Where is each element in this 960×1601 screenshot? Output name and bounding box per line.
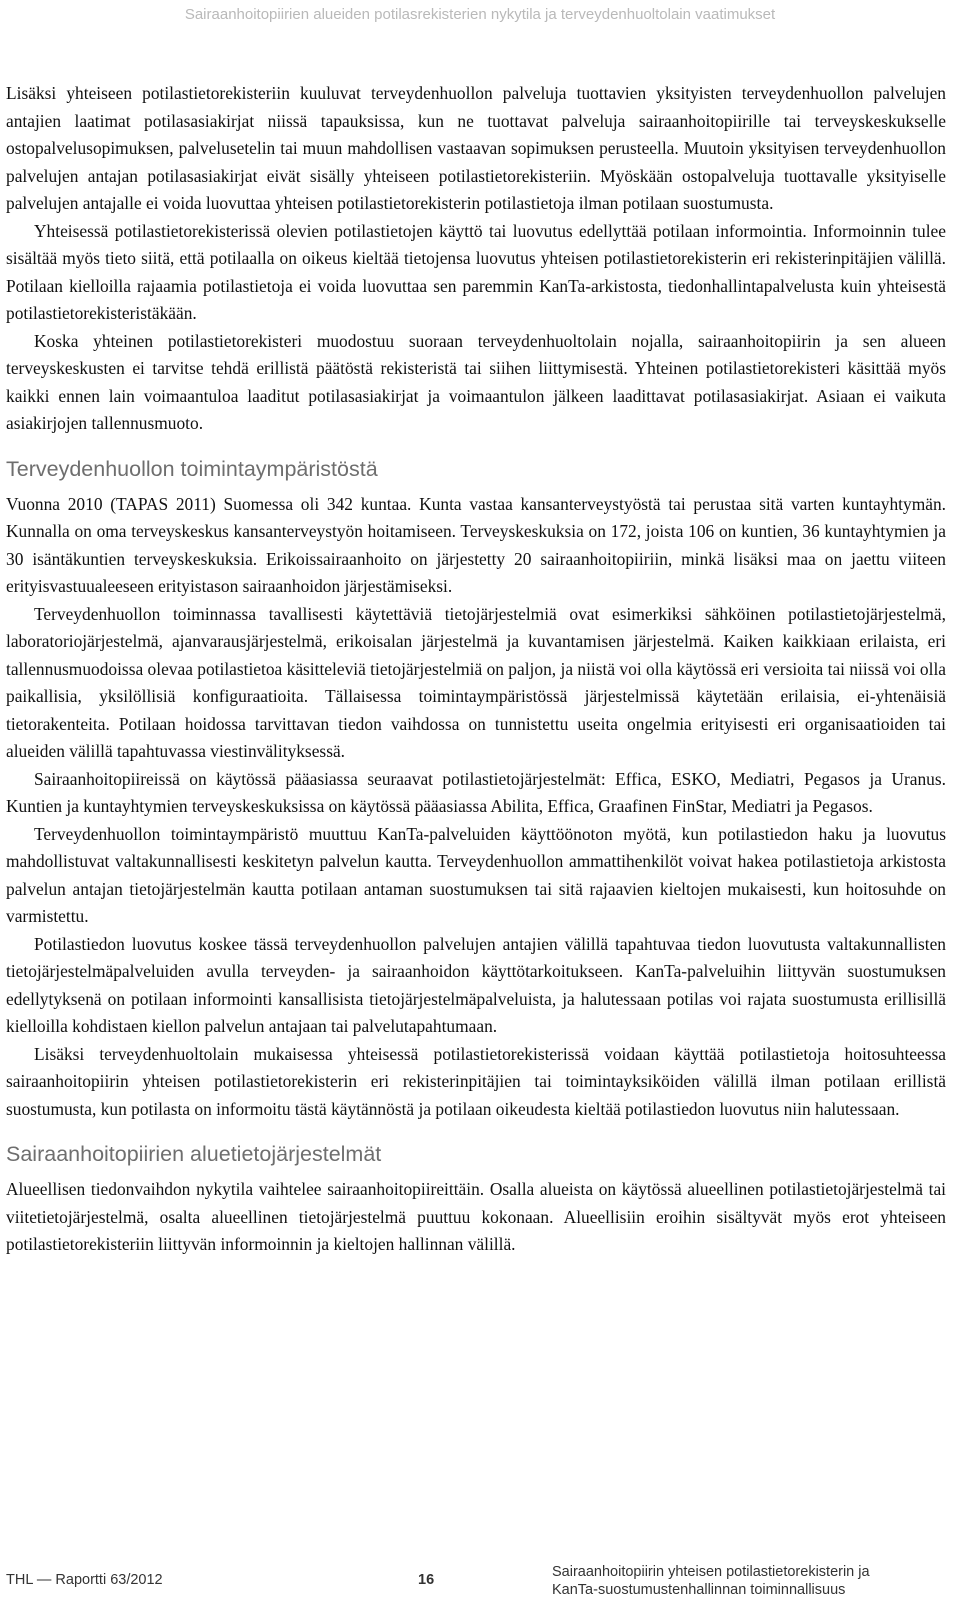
paragraph: Yhteisessä potilastietorekisterissä olevien potilastietojen käyttö tai luovutus edellyttää potilaan informointia. Informoinnin tulee sisältää myös tieto siitä, että potilaalla on oikeus kieltää tietojensa luovutus yhteisen potilastietorekisterin eri rekisterinpitäjien välillä. Potilaan kielloilla rajaamia potilastietoja ei voida luovuttaa sen paremmin KanTa-arkistosta, tiedonhallintapalvelusta kuin yhteisestä potilastietorekisteristäkään. <box>6 220 946 323</box>
page-number: 16 <box>418 1572 435 1588</box>
footer-publisher: THL — Raportti 63/2012 <box>6 1572 163 1588</box>
paragraph: Lisäksi terveydenhuoltolain mukaisessa yhteisessä potilastietorekisterissä voidaan käyttää potilastietoja hoitosuhteessa sairaanhoitopiirin yhteisen potilastietorekisterin eri rekisterinpitäjien tai toimintayksiköiden välillä ilman potilaan erillistä suostumusta, kun potilasta on informoitu tästä käytännöstä ja potilaan oikeudesta kieltää potilastiedon luovutus niin halutessaan. <box>6 1043 946 1119</box>
page-footer <box>0 1564 960 1600</box>
document-body <box>6 80 946 1259</box>
paragraph: Alueellisen tiedonvaihdon nykytila vaihtelee sairaanhoitopiireittäin. Osalla alueista on käytössä alueellinen potilastietojärjestelmä tai viitetietojärjestelmä, osalta alueellinen tietojärjestelmä puuttuu kokonaan. Alueellisiin eroihin sisältyvät myös erot yhteiseen potilastietorekisteriin liittyvän informoinnin ja kieltojen hallinnan välillä. <box>6 1179 946 1254</box>
footer-title-line: Sairaanhoitopiirin yhteisen potilastietorekisterin ja <box>552 1564 870 1580</box>
footer-title-line: KanTa-suostumustenhallinnan toiminnallisuus <box>552 1582 846 1598</box>
paragraph: Vuonna 2010 (TAPAS 2011) Suomessa oli 342 kuntaa. Kunta vastaa kansanterveystyöstä tai perustaa sitä varten kuntayhtymän. Kunnalla on oma terveyskeskus kansanterveystyön hoitamiseen. Terveyskeskuksia on 172, joista 106 on kuntien, 36 kuntayhtymien ja 30 isäntäkuntien terveyskeskuksia. Erikoissairaanhoito on järjestetty 20 sairaanhoitopiiriin, minkä lisäksi maa on jaettu viiteen erityisvastuualeeseen erityistason sairaanhoidon järjestämiseksi. <box>6 493 946 596</box>
paragraph: Lisäksi yhteiseen potilastietorekisteriin kuuluvat terveydenhuollon palveluja tuottavien yksityisten terveydenhuollon palvelujen antajien laatimat potilasasiakirjat niissä tapauksissa, kun ne tuottavat palveluja sairaanhoitopiirille tai terveyskeskukselle ostopalvelusopimuksen, palvelusetelin tai muun mahdollisen vastaavan sopimuksen perusteella. Muutoin yksityisen terveydenhuollon palvelujen antajan potilasasiakirjat eivät sisälly yhteiseen potilastietorekisteriin. Myöskään ostopalveluja tuottavalle yksityiselle palvelujen antajalle ei voida luovuttaa yhteisen potilastietorekisterin potilastietoja ilman potilaan suostumusta. <box>6 83 946 213</box>
running-header: Sairaanhoitopiirien alueiden potilasrekisterien nykytila ja terveydenhuoltolain vaatimukset <box>184 6 776 23</box>
footer-title <box>552 1563 870 1599</box>
paragraph: Potilastiedon luovutus koskee tässä terveydenhuollon palvelujen antajien välillä tapahtuvaa tiedon luovutusta valtakunnallisten tietojärjestelmäpalveluiden avulla terveyden- ja sairaanhoidon käyttötarkoitukseen. KanTa-palveluihin liittyvän suostumuksen edellytyksenä on potilaan informointi kansallisista tietojärjestelmäpalveluista, ja halutessaan potilas voi rajata suostumusta erillisillä kielloilla kohdistaen kiellon palvelun antajaan tai palvelutapahtumaan. <box>6 933 946 1036</box>
paragraph: Terveydenhuollon toimintaympäristö muuttuu KanTa-palveluiden käyttöönoton myötä, kun potilastiedon haku ja luovutus mahdollistuvat valtakunnallisesti keskitetyn palvelun kautta. Terveydenhuollon ammattihenkilöt voivat hakea potilastietoja arkistosta palvelun antajan tietojärjestelmän kautta potilaan antaman suostumuksen tai sitä rajaavien kieltojen mukaisesti, kun hoitosuhde on varmistettu. <box>6 823 946 926</box>
paragraph: Koska yhteinen potilastietorekisteri muodostuu suoraan terveydenhuoltolain nojalla, sairaanhoitopiirin ja sen alueen terveyskeskusten ei tarvitse tehdä erillistä päätöstä rekisteristä tai siihen liittymisestä. Yhteinen potilastietorekisteri käsittää myös kaikki ennen lain voimaantuloa laaditut potilasasiakirjat ja voimaantulon jälkeen laadittavat potilasasiakirjat. Asiaan ei vaikuta asiakirjojen tallennusmuoto. <box>6 330 946 433</box>
section-heading: Terveydenhuollon toimintaympäristöstä <box>6 456 378 481</box>
paragraph: Terveydenhuollon toiminnassa tavallisesti käytettäviä tietojärjestelmiä ovat esimerkiksi sähköinen potilastietojärjestelmä, laboratoriojärjestelmä, ajanvarausjärjestelmä, erikoisalan järjestelmä ja kuvantamisen järjestelmä. Kaiken kaikkiaan erilaista, eri tallennusmuodoissa olevaa potilastietoa käsitteleviä tietojärjestelmiä on paljon, ja niistä voi olla käytössä eri versioita tai niissä voi olla paikallisia, yksilöllisiä konfiguraatioita. Tällaisessa toimintaympäristössä järjestelmissä käytetään erilaisia, ei-yhtenäisiä tietorakenteita. Potilaan hoidossa tarvittavan tiedon vaihdossa on tunnistettu useita ongelmia erityisesti eri organisaatioiden tai alueiden välillä tapahtuvassa viestinvälityksessä. <box>6 603 946 761</box>
section-heading: Sairaanhoitopiirien aluetietojärjestelmät <box>6 1142 382 1166</box>
paragraph: Sairaanhoitopiireissä on käytössä pääasiassa seuraavat potilastietojärjestelmät: Effica, ESKO, Mediatri, Pegasos ja Uranus. Kuntien ja kuntayhtymien terveyskeskuksissa on käytössä pääasiassa Abilita, Effica, Graafinen FinStar, Mediatri ja Pegasos. <box>6 768 946 816</box>
